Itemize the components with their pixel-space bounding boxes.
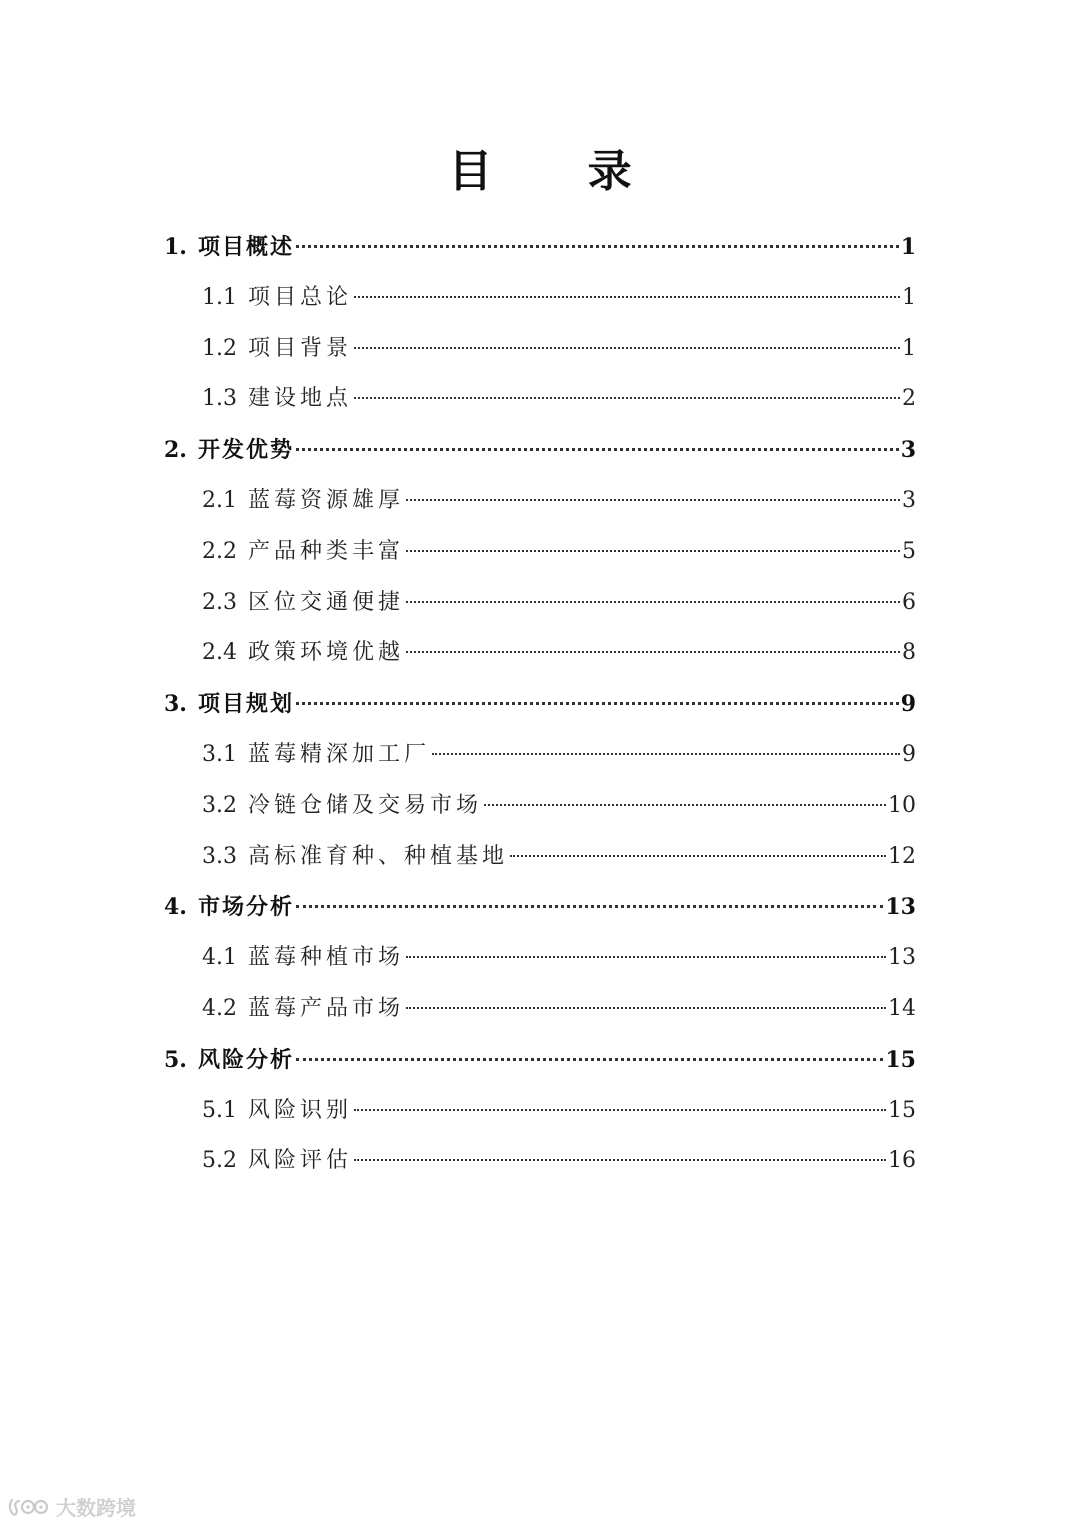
toc-page-number: 12 <box>888 843 916 869</box>
dot-leader <box>406 650 900 653</box>
toc-page-number: 3 <box>900 437 916 464</box>
toc-page-number: 10 <box>888 792 916 818</box>
toc-number: 3.3 <box>202 843 237 869</box>
toc-label: 冷链仓储及交易市场 <box>248 792 483 818</box>
toc-label: 蓝莓种植市场 <box>248 945 405 971</box>
toc-page-number: 16 <box>888 1148 916 1174</box>
toc-entry[interactable] <box>164 730 916 781</box>
toc-label: 区位交通便捷 <box>248 589 405 615</box>
dot-leader <box>484 803 886 806</box>
dot-leader <box>354 1158 886 1161</box>
dot-leader <box>354 346 900 349</box>
toc-number: 2.4 <box>202 640 237 666</box>
toc-entry[interactable] <box>164 933 916 984</box>
page-title: 目 录 <box>448 146 672 197</box>
toc-entry[interactable] <box>164 374 916 425</box>
toc-page-number: 14 <box>888 995 916 1021</box>
toc-label: 项目总论 <box>248 284 353 310</box>
toc-entry[interactable] <box>164 1035 916 1086</box>
toc-label: 蓝莓产品市场 <box>248 995 405 1021</box>
toc-entry[interactable] <box>164 781 916 832</box>
toc-number: 4.2 <box>202 995 237 1021</box>
toc-number: 3.1 <box>202 741 237 767</box>
toc-label: 项目规划 <box>198 691 295 718</box>
toc-number: 3. <box>164 691 187 718</box>
toc-number: 5.1 <box>202 1097 237 1123</box>
dot-leader <box>432 752 900 755</box>
watermark-text: 大数跨境 <box>56 1496 136 1520</box>
toc-number: 5.2 <box>202 1148 237 1174</box>
dot-leader <box>406 498 900 501</box>
toc-page-number: 15 <box>888 1097 916 1123</box>
toc-label: 高标准育种、种植基地 <box>248 843 509 869</box>
toc-number: 4.1 <box>202 945 237 971</box>
toc-entry[interactable] <box>164 578 916 629</box>
toc-page-number: 3 <box>902 487 916 513</box>
toc-number: 1.2 <box>202 335 237 361</box>
toc-number: 5. <box>164 1046 187 1073</box>
dot-leader <box>296 447 899 451</box>
toc-number: 2.2 <box>202 538 237 564</box>
dot-leader <box>354 295 900 298</box>
toc-entry[interactable] <box>164 628 916 679</box>
toc-page-number: 1 <box>902 335 916 361</box>
toc-entry[interactable] <box>164 425 916 476</box>
toc-label: 风险评估 <box>248 1148 353 1174</box>
toc-page-number: 2 <box>902 386 916 412</box>
toc-entry[interactable] <box>164 476 916 527</box>
toc-label: 项目概述 <box>198 234 295 260</box>
toc-label: 开发优势 <box>198 437 295 464</box>
toc-label: 政策环境优越 <box>248 640 405 666</box>
table-of-contents <box>164 222 916 1187</box>
toc-page-number: 13 <box>888 945 916 971</box>
dot-leader <box>296 244 899 248</box>
toc-label: 风险分析 <box>198 1046 295 1073</box>
toc-number: 1. <box>164 234 187 260</box>
dot-leader <box>354 1108 886 1111</box>
toc-label: 项目背景 <box>248 335 353 361</box>
toc-page-number: 1 <box>902 284 916 310</box>
dot-leader <box>354 396 900 399</box>
toc-number: 2.1 <box>202 487 237 513</box>
toc-number: 4. <box>164 894 187 921</box>
toc-number: 2. <box>164 437 187 464</box>
dot-leader <box>406 955 886 958</box>
toc-label: 产品种类丰富 <box>248 538 405 564</box>
toc-entry[interactable] <box>164 527 916 578</box>
dot-leader <box>406 600 900 603</box>
toc-number: 3.2 <box>202 792 237 818</box>
dot-leader <box>406 1006 886 1009</box>
toc-label: 蓝莓精深加工厂 <box>248 741 431 767</box>
watermark <box>8 1492 136 1521</box>
toc-entry[interactable] <box>164 882 916 933</box>
toc-entry[interactable] <box>164 832 916 883</box>
dot-leader <box>510 854 886 857</box>
toc-entry[interactable] <box>164 984 916 1035</box>
toc-entry[interactable] <box>164 222 916 273</box>
dot-leader <box>296 701 899 705</box>
toc-entry[interactable] <box>164 1136 916 1187</box>
toc-number: 2.3 <box>202 589 237 615</box>
toc-entry[interactable] <box>164 679 916 730</box>
toc-label: 蓝莓资源雄厚 <box>248 487 405 513</box>
toc-page-number: 1 <box>900 234 916 260</box>
toc-page-number: 6 <box>902 589 916 615</box>
toc-page-number: 9 <box>900 691 916 718</box>
toc-number: 1.3 <box>202 386 237 412</box>
toc-page-number: 15 <box>885 1046 916 1073</box>
toc-label: 市场分析 <box>198 894 295 921</box>
toc-page-number: 5 <box>902 538 916 564</box>
toc-page-number: 8 <box>902 640 916 666</box>
toc-label: 风险识别 <box>248 1097 353 1123</box>
toc-label: 建设地点 <box>248 386 353 412</box>
toc-entry[interactable] <box>164 1086 916 1137</box>
toc-entry[interactable] <box>164 273 916 324</box>
dot-leader <box>406 549 900 552</box>
toc-page-number: 9 <box>902 741 916 767</box>
dot-leader <box>296 904 883 908</box>
brand-logo-icon <box>8 1496 52 1518</box>
toc-entry[interactable] <box>164 324 916 375</box>
dot-leader <box>296 1057 883 1061</box>
toc-number: 1.1 <box>202 284 237 310</box>
toc-page-number: 13 <box>885 894 916 921</box>
